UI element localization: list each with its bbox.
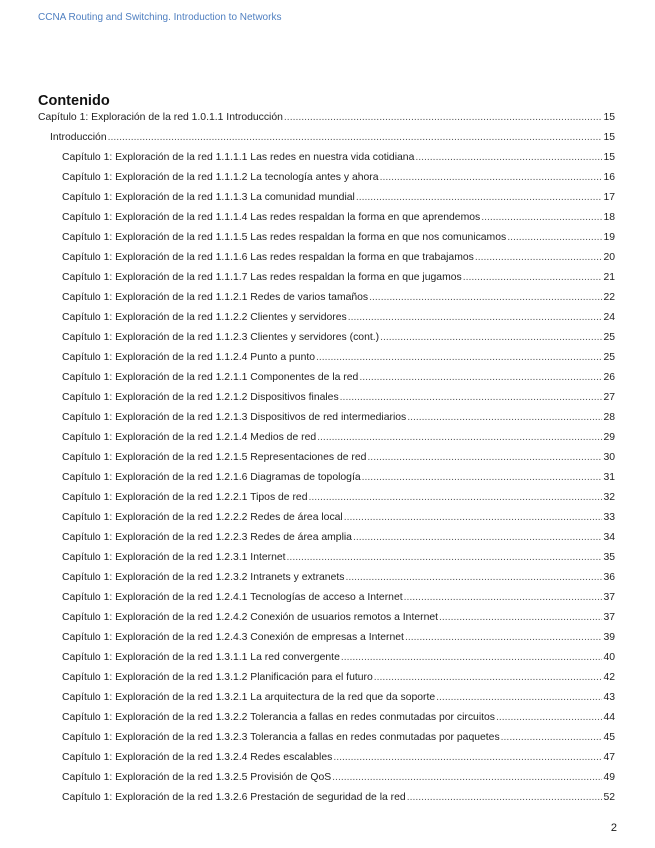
toc-entry[interactable] [38, 488, 615, 508]
dot-leader [333, 748, 602, 768]
toc-entry[interactable] [38, 468, 615, 488]
toc-entry-page: 24 [603, 312, 615, 323]
dot-leader [344, 508, 603, 528]
toc-entry[interactable] [38, 228, 615, 248]
toc-entry-title: Capítulo 1: Exploración de la red 1.2.1.4 Medios de red [62, 432, 317, 443]
toc-entry-page: 37 [603, 612, 615, 623]
toc-entry-title: Capítulo 1: Exploración de la red 1.1.2.1 Redes de varios tamaños [62, 292, 369, 303]
toc-entry-page: 21 [603, 272, 615, 283]
toc-entry[interactable] [38, 188, 615, 208]
toc-entry-page: 15 [603, 132, 615, 143]
toc-entry[interactable] [38, 708, 615, 728]
dot-leader [374, 668, 603, 688]
toc-entry-title: Capítulo 1: Exploración de la red 1.2.4.3 Conexión de empresas a Internet [62, 632, 404, 643]
toc-entry-page: 39 [603, 632, 615, 643]
toc-entry-title: Capítulo 1: Exploración de la red 1.2.2.2 Redes de área local [62, 512, 343, 523]
dot-leader [341, 648, 603, 668]
toc-entry-title: Capítulo 1: Exploración de la red 1.2.4.1 Tecnologías de acceso a Internet [62, 592, 403, 603]
toc-entry[interactable] [38, 448, 615, 468]
toc-entry[interactable] [38, 368, 615, 388]
toc-entry-page: 15 [603, 152, 615, 163]
dot-leader [287, 548, 603, 568]
toc-entry[interactable] [38, 148, 615, 168]
toc-entry-page: 17 [603, 192, 615, 203]
dot-leader [340, 388, 603, 408]
dot-leader [436, 688, 602, 708]
toc-entry-title: Capítulo 1: Exploración de la red 1.0.1.1 Introducción [38, 112, 283, 123]
toc-entry-page: 32 [603, 492, 615, 503]
toc-entry-page: 19 [603, 232, 615, 243]
toc-entry[interactable] [38, 688, 615, 708]
dot-leader [407, 788, 603, 808]
toc-entry-title: Capítulo 1: Exploración de la red 1.2.1.3 Dispositivos de red intermediarios [62, 412, 407, 423]
toc-entry[interactable] [38, 128, 615, 148]
toc-entry[interactable] [38, 408, 615, 428]
toc-entry[interactable] [38, 508, 615, 528]
toc-entry-page: 26 [603, 372, 615, 383]
toc-entry-title: Capítulo 1: Exploración de la red 1.2.1.2 Dispositivos finales [62, 392, 339, 403]
toc-entry[interactable] [38, 348, 615, 368]
toc-entry-title: Capítulo 1: Exploración de la red 1.2.3.2 Intranets y extranets [62, 572, 345, 583]
dot-leader [108, 128, 603, 148]
toc-entry-page: 42 [603, 672, 615, 683]
toc-entry-page: 45 [603, 732, 615, 743]
toc-title: Contenido [38, 93, 110, 109]
toc-entry[interactable] [38, 248, 615, 268]
dot-leader [353, 528, 602, 548]
toc-entry[interactable] [38, 628, 615, 648]
toc-entry-page: 31 [603, 472, 615, 483]
toc-entry[interactable] [38, 668, 615, 688]
toc-entry[interactable] [38, 588, 615, 608]
toc-entry[interactable] [38, 568, 615, 588]
toc-entry-page: 25 [603, 332, 615, 343]
dot-leader [345, 568, 602, 588]
toc-entry-page: 27 [603, 392, 615, 403]
dot-leader [309, 488, 603, 508]
toc-entry[interactable] [38, 268, 615, 288]
toc-entry-page: 29 [603, 432, 615, 443]
dot-leader [501, 728, 603, 748]
toc-entry-title: Capítulo 1: Exploración de la red 1.3.2.2 Tolerancia a fallas en redes conmutadas por circuitos [62, 712, 496, 723]
table-of-contents [38, 108, 615, 808]
toc-entry-page: 40 [603, 652, 615, 663]
dot-leader [415, 148, 602, 168]
toc-entry[interactable] [38, 788, 615, 808]
toc-entry-page: 47 [603, 752, 615, 763]
dot-leader [284, 108, 603, 128]
toc-entry[interactable] [38, 108, 615, 128]
toc-entry-title: Capítulo 1: Exploración de la red 1.3.1.1 La red convergente [62, 652, 340, 663]
toc-entry[interactable] [38, 548, 615, 568]
toc-entry-title: Capítulo 1: Exploración de la red 1.3.2.4 Redes escalables [62, 752, 333, 763]
toc-entry-title: Introducción [50, 132, 107, 143]
dot-leader [359, 368, 602, 388]
dot-leader [317, 428, 602, 448]
toc-entry[interactable] [38, 608, 615, 628]
dot-leader [481, 208, 602, 228]
toc-entry[interactable] [38, 328, 615, 348]
toc-entry-page: 28 [603, 412, 615, 423]
toc-entry-title: Capítulo 1: Exploración de la red 1.1.1.7 Las redes respaldan la forma en que jugamos [62, 272, 462, 283]
toc-entry[interactable] [38, 428, 615, 448]
toc-entry-page: 18 [603, 212, 615, 223]
toc-entry[interactable] [38, 288, 615, 308]
toc-entry-title: Capítulo 1: Exploración de la red 1.1.1.2 La tecnología antes y ahora [62, 172, 379, 183]
toc-entry-page: 34 [603, 532, 615, 543]
toc-entry-title: Capítulo 1: Exploración de la red 1.1.2.4 Punto a punto [62, 352, 316, 363]
dot-leader [316, 348, 602, 368]
toc-entry-page: 35 [603, 552, 615, 563]
toc-entry[interactable] [38, 168, 615, 188]
toc-entry-title: Capítulo 1: Exploración de la red 1.1.1.3 La comunidad mundial [62, 192, 355, 203]
toc-entry-title: Capítulo 1: Exploración de la red 1.2.1.6 Diagramas de topología [62, 472, 361, 483]
running-header: CCNA Routing and Switching. Introduction to Networks [38, 12, 282, 23]
toc-entry-title: Capítulo 1: Exploración de la red 1.3.2.5 Provisión de QoS [62, 772, 332, 783]
toc-entry-title: Capítulo 1: Exploración de la red 1.2.2.3 Redes de área amplia [62, 532, 352, 543]
toc-entry[interactable] [38, 388, 615, 408]
toc-entry[interactable] [38, 208, 615, 228]
toc-entry[interactable] [38, 528, 615, 548]
dot-leader [362, 468, 603, 488]
toc-entry-page: 33 [603, 512, 615, 523]
dot-leader [380, 168, 603, 188]
toc-entry-page: 20 [603, 252, 615, 263]
toc-entry-title: Capítulo 1: Exploración de la red 1.2.4.2 Conexión de usuarios remotos a Internet [62, 612, 439, 623]
toc-entry-title: Capítulo 1: Exploración de la red 1.2.2.1 Tipos de red [62, 492, 308, 503]
toc-entry-title: Capítulo 1: Exploración de la red 1.1.2.2 Clientes y servidores [62, 312, 347, 323]
toc-entry-title: Capítulo 1: Exploración de la red 1.1.1.6 Las redes respaldan la forma en que trabajamos [62, 252, 474, 263]
toc-entry-title: Capítulo 1: Exploración de la red 1.1.1.5 Las redes respaldan la forma en que nos comunicamos [62, 232, 507, 243]
toc-entry-title: Capítulo 1: Exploración de la red 1.2.3.1 Internet [62, 552, 286, 563]
toc-entry-page: 44 [603, 712, 615, 723]
toc-entry-title: Capítulo 1: Exploración de la red 1.3.2.1 La arquitectura de la red que da soporte [62, 692, 436, 703]
toc-entry-page: 37 [603, 592, 615, 603]
toc-entry-title: Capítulo 1: Exploración de la red 1.2.1.5 Representaciones de red [62, 452, 367, 463]
toc-entry-page: 49 [603, 772, 615, 783]
toc-entry-page: 15 [603, 112, 615, 123]
dot-leader [463, 268, 603, 288]
toc-entry[interactable] [38, 308, 615, 328]
toc-entry-page: 16 [603, 172, 615, 183]
page-number: 2 [610, 822, 617, 834]
toc-entry[interactable] [38, 728, 615, 748]
toc-entry-title: Capítulo 1: Exploración de la red 1.3.1.2 Planificación para el futuro [62, 672, 373, 683]
toc-entry-title: Capítulo 1: Exploración de la red 1.1.1.1 Las redes en nuestra vida cotidiana [62, 152, 415, 163]
dot-leader [369, 288, 602, 308]
toc-entry-page: 22 [603, 292, 615, 303]
toc-entry[interactable] [38, 648, 615, 668]
toc-entry-page: 36 [603, 572, 615, 583]
toc-entry-page: 30 [603, 452, 615, 463]
toc-entry-title: Capítulo 1: Exploración de la red 1.3.2.6 Prestación de seguridad de la red [62, 792, 406, 803]
dot-leader [475, 248, 603, 268]
toc-entry[interactable] [38, 768, 615, 788]
toc-entry-title: Capítulo 1: Exploración de la red 1.3.2.3 Tolerancia a fallas en redes conmutadas por paquetes [62, 732, 500, 743]
toc-entry-title: Capítulo 1: Exploración de la red 1.1.2.3 Clientes y servidores (cont.) [62, 332, 380, 343]
dot-leader [407, 408, 602, 428]
toc-entry[interactable] [38, 748, 615, 768]
toc-entry-title: Capítulo 1: Exploración de la red 1.2.1.1 Componentes de la red [62, 372, 359, 383]
toc-entry-page: 43 [603, 692, 615, 703]
dot-leader [356, 188, 603, 208]
dot-leader [404, 588, 603, 608]
dot-leader [439, 608, 602, 628]
dot-leader [405, 628, 602, 648]
dot-leader [496, 708, 602, 728]
dot-leader [380, 328, 602, 348]
dot-leader [348, 308, 603, 328]
toc-entry-title: Capítulo 1: Exploración de la red 1.1.1.4 Las redes respaldan la forma en que aprendemos [62, 212, 481, 223]
dot-leader [367, 448, 602, 468]
dot-leader [332, 768, 602, 788]
toc-entry-page: 52 [603, 792, 615, 803]
toc-entry-page: 25 [603, 352, 615, 363]
dot-leader [507, 228, 602, 248]
